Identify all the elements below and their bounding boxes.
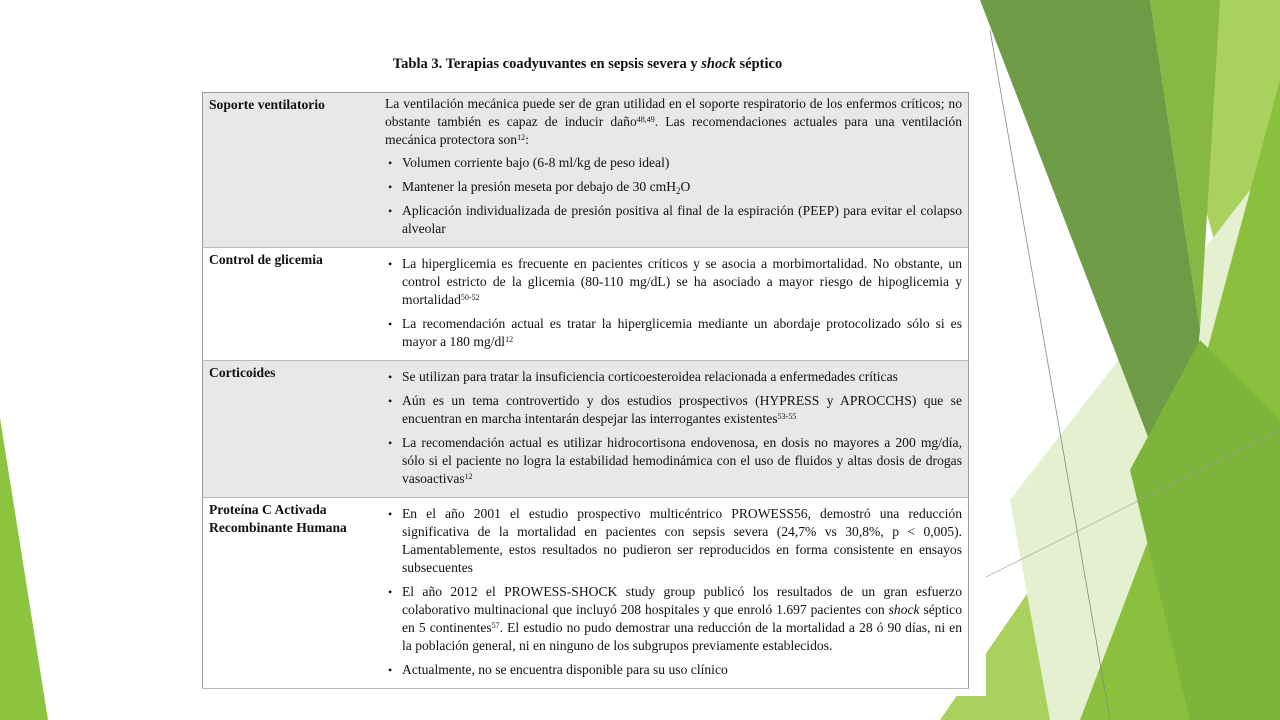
left-green-triangle xyxy=(0,418,48,720)
table-title-suffix: séptico xyxy=(735,56,783,72)
row-content xyxy=(379,361,969,498)
table-title xyxy=(189,56,986,73)
bullet-item: • Aplicación individualizada de presión positiva al final de la espiración (PEEP) para evitar el colapso alveolar xyxy=(385,202,962,238)
row-label: Proteína C Activada Recombinante Humana xyxy=(203,498,380,689)
bullet-item: • Actualmente, no se encuentra disponible para su uso clínico xyxy=(385,661,962,679)
row-label: Control de glicemia xyxy=(203,248,380,361)
table-row xyxy=(203,498,969,689)
therapies-table xyxy=(202,92,969,689)
bullet-item: • Se utilizan para tratar la insuficiencia corticoesteroidea relacionada a enfermedades críticas xyxy=(385,368,962,386)
bullet-item: • La recomendación actual es utilizar hidrocortisona endovenosa, en dosis no mayores a 200 mg/día, sólo si el paciente no logra la estabilidad hemodinámica con el uso de fluidos y altas dosis de drogas vasoactivas$^{12}$ xyxy=(385,434,962,488)
bullet-item: • La recomendación actual es tratar la hiperglicemia mediante un abordaje protocolizado sólo si es mayor a 180 $mg/dl^{12}$ xyxy=(385,315,962,351)
bullet-item: • Aún es un tema controvertido y dos estudios prospectivos (HYPRESS y APROCCHS) que se encuentran en marcha intentarán despejar las interrogantes existentes$^{53-55}$ xyxy=(385,392,962,428)
bullet-item: • Volumen corriente bajo (6-8 ml/kg de peso ideal) xyxy=(385,154,962,172)
table-row xyxy=(203,93,969,248)
row-label: Soporte ventilatorio xyxy=(203,93,380,248)
bullet-item: • Mantener la presión meseta por debajo de 30 cmH$_2$O xyxy=(385,178,962,196)
row-content xyxy=(379,93,969,248)
bullet-item: • La hiperglicemia es frecuente en pacientes críticos y se asocia a morbimortalidad. No obstante, un control estricto de la glicemia (80-110 mg/dL) se ha asociado a mayor riesgo de hipoglicemia y mortalidad$^{50-52}$ xyxy=(385,255,962,309)
table-title-italic: shock xyxy=(701,56,736,72)
row-label: Corticoides xyxy=(203,361,380,498)
row-content xyxy=(379,248,969,361)
row-content xyxy=(379,498,969,689)
table-title-prefix: Tabla 3. Terapias coadyuvantes en sepsis severa y xyxy=(392,56,702,72)
bullet-item: • El año 2012 el PROWESS-SHOCK study group publicó los resultados de un gran esfuerzo colaborativo multinacional que incluyó 208 hospitales y que enroló 1.697 pacientes con shock séptico en 5 continentes$^{57}$. El estudio no pudo demostrar una reducción de la mortalidad a 28 ó 90 días, ni en la población general, ni en ninguno de los subgrupos previamente establecidos. xyxy=(385,583,962,655)
row-intro-text: La ventilación mecánica puede ser de gran utilidad en el soporte respiratorio de los enfermos críticos; no obstante también es capaz de inducir daño$^{48,49}$. Las recomendaciones actuales para una ventilación mecánica protectora son$^{12}$: xyxy=(385,96,962,147)
bullet-item: • En el año 2001 el estudio prospectivo multicéntrico PROWESS56, demostró una reducción significativa de la mortalidad en pacientes con sepsis severa (24,7% vs 30,8%, p < 0,005). Lamentablemente, estos resultados no pudieron ser reproducidos en forma consistente en ensayos subsecuentes xyxy=(385,505,962,577)
table-row xyxy=(203,361,969,498)
table-row xyxy=(203,248,969,361)
table-image-panel xyxy=(189,40,986,696)
